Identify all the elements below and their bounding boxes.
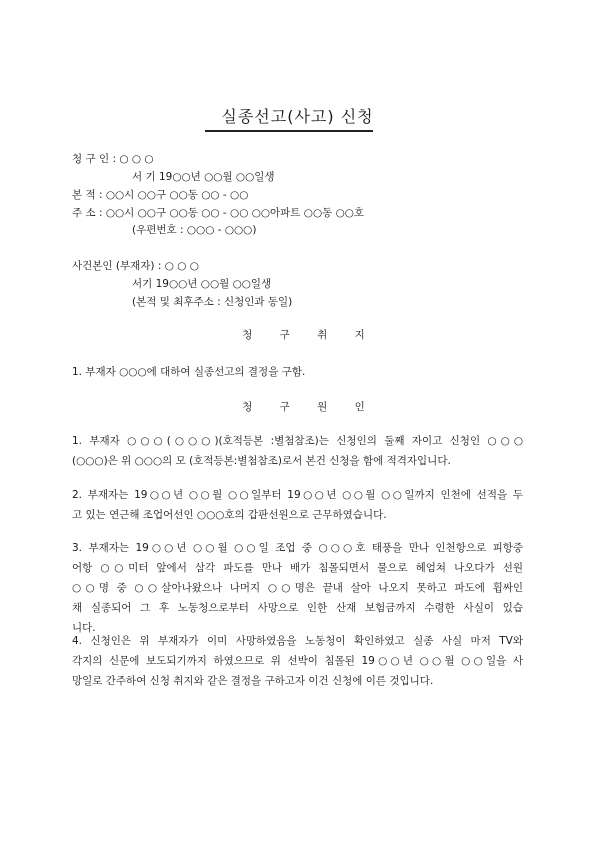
claimant-registered-domicile: 본 적 : ○○시 ○○구 ○○동 ○○ - ○○	[72, 189, 249, 201]
document-title: 실종선고(사고) 신청	[221, 107, 374, 126]
paragraph-line: 2. 부재자는 19○○년 ○○월 ○○일부터 19○○년 ○○월 ○○일까지 인천에 선적을 두	[72, 489, 523, 501]
absentee-name: 사건본인 (부재자) : ○ ○ ○	[72, 260, 199, 272]
claimant-birthdate: 서 기 19○○년 ○○월 ○○일생	[132, 171, 275, 183]
paragraph-line: 채 실종되어 그 후 노동청으로부터 사망으로 인한 산재 보험금까지 수령한 사실이 있습	[72, 602, 523, 614]
paragraph-line: 1. 부재자 ○○○(○○○)(호적등본 :별첨참조)는 신청인의 둘째 자이고 신청인 ○○○	[72, 435, 523, 447]
paragraph-line: 고 있는 연근해 조업어선인 ○○○호의 갑판선원으로 근무하였습니다.	[72, 509, 387, 521]
cause-paragraph-1	[72, 431, 523, 471]
absentee-birthdate: 서기 19○○년 ○○월 ○○일생	[132, 278, 272, 290]
heading-claim-purpose: 청 구 취 지	[242, 329, 377, 341]
paragraph-line: 각지의 신문에 보도되기까지 하였으므로 위 선박이 침몰된 19○○년 ○○월 ○○일을 사	[72, 655, 523, 667]
claim-purpose-text: 1. 부재자 ○○○에 대하여 실종선고의 결정을 구함.	[72, 366, 306, 378]
paragraph-line: ○○명 중 ○○살아나왔으나 나머지 ○○명은 끝내 살아 나오지 못하고 파도에 휩싸인	[72, 582, 523, 594]
paragraph-line: 어항 ○○미터 앞에서 삼각 파도를 만나 배가 침몰되면서 물으로 헤엄쳐 나오다가 선원	[72, 562, 523, 574]
cause-paragraph-3	[72, 538, 523, 638]
paragraph-line: 망일로 간주하여 신청 취지와 같은 결정을 구하고자 이건 신청에 이른 것입니다.	[72, 675, 434, 687]
heading-claim-cause: 청 구 원 인	[242, 401, 377, 413]
claimant-name: 청 구 인 : ○ ○ ○	[72, 153, 154, 165]
cause-paragraph-4	[72, 631, 523, 691]
title-underline	[205, 130, 373, 132]
paragraph-line: 3. 부재자는 19○○년 ○○월 ○○일 조업 중 ○○○호 태풍을 만나 인천항으로 피항중	[72, 542, 523, 554]
paragraph-line: (○○○)은 위 ○○○의 모 (호적등본:별첨참조)로서 본건 신청을 함에 적격자입니다.	[72, 455, 451, 467]
cause-paragraph-2	[72, 485, 523, 525]
claimant-postal-code: (우편번호 : ○○○ - ○○○)	[132, 224, 257, 236]
claimant-address: 주 소 : ○○시 ○○구 ○○동 ○○ - ○○ ○○아파트 ○○동 ○○호	[72, 207, 365, 219]
absentee-address-note: (본적 및 최후주소 : 신청인과 동일)	[132, 296, 293, 308]
paragraph-line: 4. 신청인은 위 부재자가 이미 사망하였음을 노동청이 확인하였고 실종 사실 마저 TV와	[72, 635, 523, 647]
paragraph-line: 니다.	[72, 622, 96, 634]
